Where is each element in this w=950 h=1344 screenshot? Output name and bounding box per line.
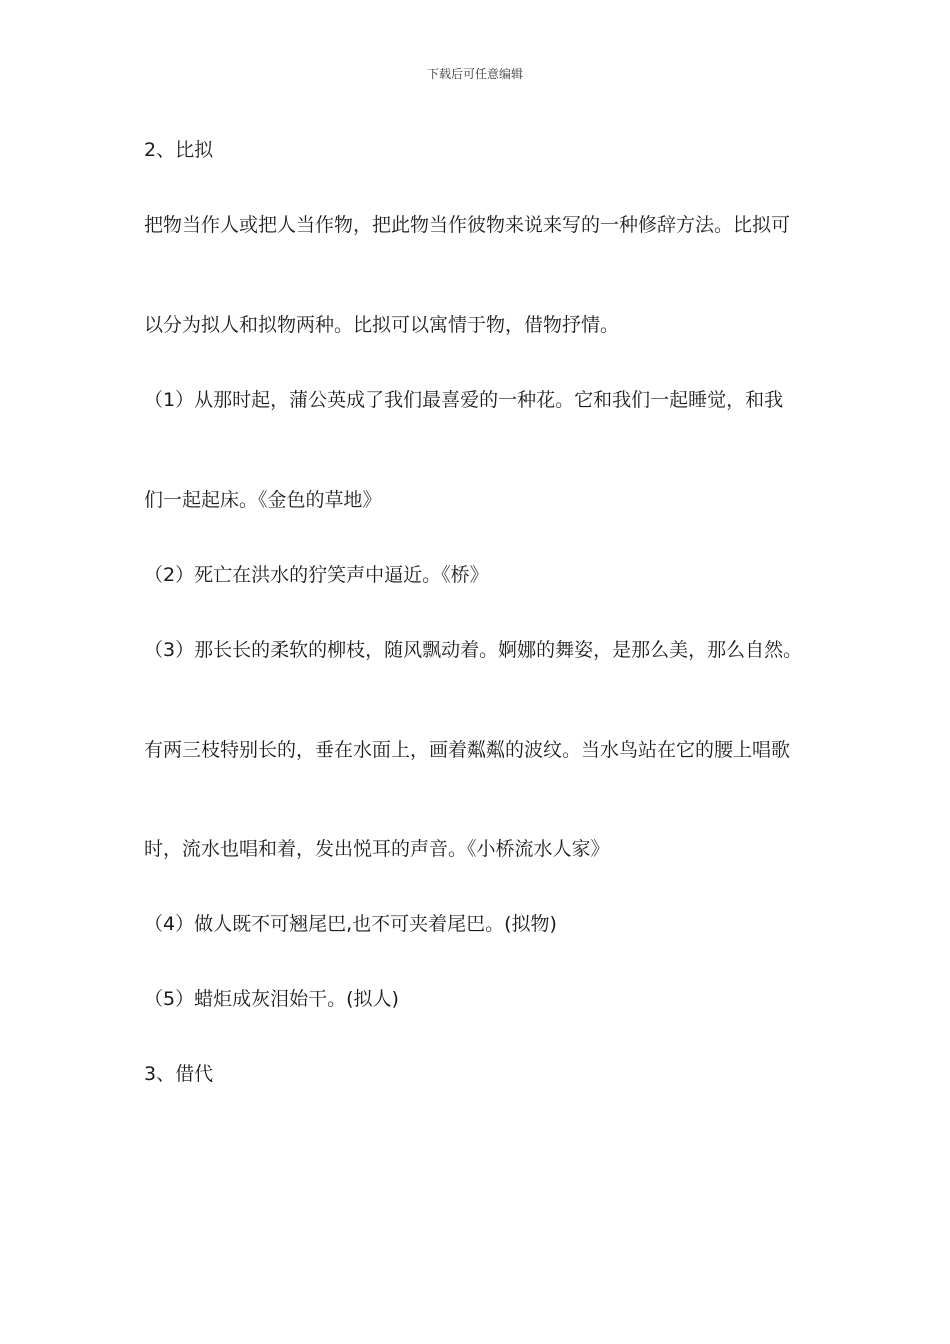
example-3-line-3: 时，流水也唱和着，发出悦耳的声音。《小桥流水人家》 <box>144 838 610 860</box>
definition-line-1: 把物当作人或把人当作物，把此物当作彼物来说来写的一种修辞方法。比拟可 <box>144 214 791 236</box>
page-header: 下载后可任意编辑 <box>426 67 523 81</box>
example-1-line-1: （1）从那时起，蒲公英成了我们最喜爱的一种花。它和我们一起睡觉，和我 <box>144 389 784 411</box>
example-2: （2）死亡在洪水的狞笑声中逼近。《桥》 <box>144 564 489 586</box>
example-3-line-1: （3）那长长的柔软的柳枝，随风飘动着。婀娜的舞姿，是那么美，那么自然。 <box>144 639 803 661</box>
section-heading-jiedai: 3、借代 <box>144 1063 214 1085</box>
definition-line-2: 以分为拟人和拟物两种。比拟可以寓情于物，借物抒情。 <box>144 314 620 336</box>
example-5: （5）蜡炬成灰泪始干。(拟人) <box>144 988 399 1010</box>
example-4: （4）做人既不可翘尾巴,也不可夹着尾巴。(拟物) <box>144 913 557 935</box>
section-heading-bini: 2、比拟 <box>144 139 214 161</box>
example-3-line-2: 有两三枝特别长的，垂在水面上，画着粼粼的波纹。当水鸟站在它的腰上唱歌 <box>144 739 791 761</box>
example-1-line-2: 们一起起床。《金色的草地》 <box>144 489 382 511</box>
